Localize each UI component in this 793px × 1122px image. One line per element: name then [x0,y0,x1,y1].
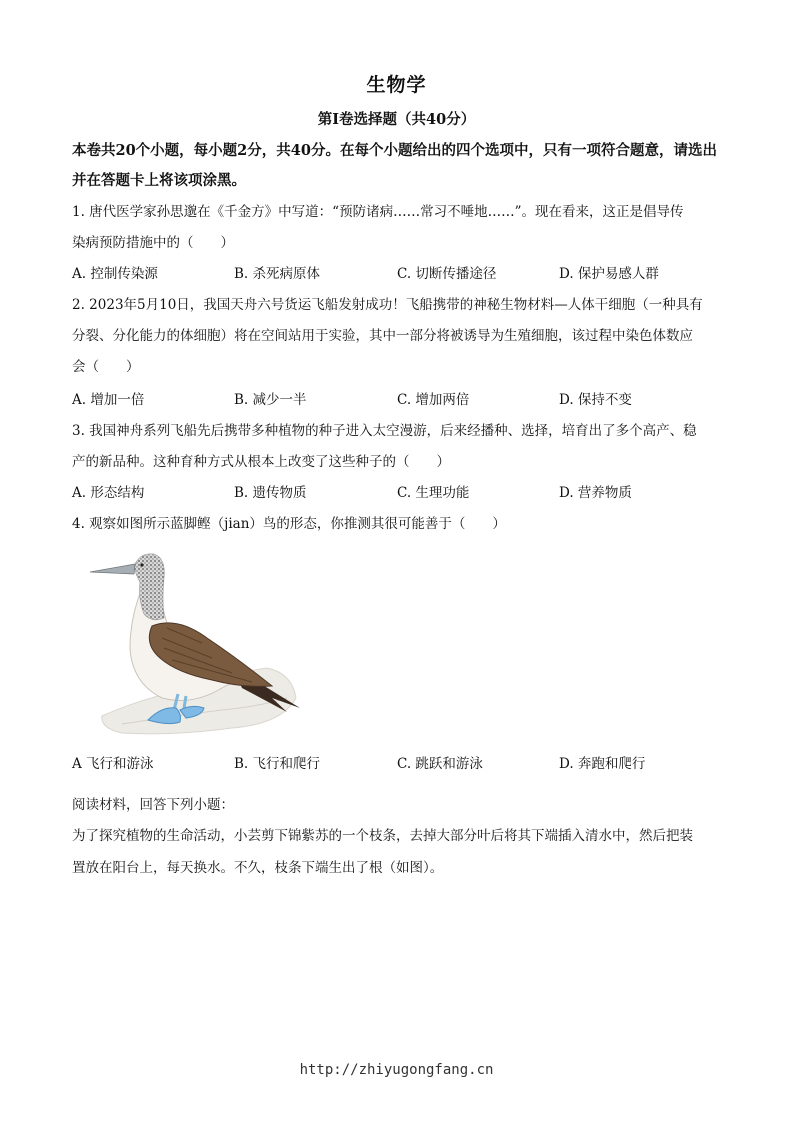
q2-option-d: D. 保持不变 [559,392,632,408]
q3-option-a: A. 形态结构 [72,485,145,501]
q4-option-d: D. 奔跑和爬行 [559,756,646,772]
reading-prompt: 阅读材料，回答下列小题： [72,797,234,813]
q3-option-c: C. 生理功能 [397,485,470,501]
q2-option-b: B. 减少一半 [234,392,307,408]
q1-option-d: D. 保护易感人群 [559,266,659,282]
q2-option-a: A. 增加一倍 [72,392,145,408]
reading-line1: 为了探究植物的生命活动，小芸剪下锦紫苏的一个枝条，去掉大部分叶后将其下端插入清水中，然后把装 [72,828,693,844]
q4-option-b: B. 飞行和爬行 [234,756,321,772]
q2-stem-line3: 会（ ） [72,359,140,375]
q2-option-c: C. 增加两倍 [397,392,470,408]
q1-option-c: C. 切断传播途径 [397,266,497,282]
section-heading: 第I卷选择题（共40分） [317,111,476,128]
q1-stem-line2: 染病预防措施中的（ ） [72,235,234,251]
footer-url[interactable]: http://zhiyugongfang.cn [299,1062,494,1078]
q3-option-b: B. 遗传物质 [234,485,307,501]
q4-stem-line1: 4. 观察如图所示蓝脚鲣（jian）鸟的形态，你推测其很可能善于（ ） [72,516,506,532]
q2-stem-line2: 分裂、分化能力的体细胞）将在空间站用于实验，其中一部分将被诱导为生殖细胞，该过程中染色体数应 [72,328,693,344]
page-title: 生物学 [366,74,427,96]
q4-option-a: A 飞行和游泳 [72,756,154,772]
q1-option-a: A. 控制传染源 [72,266,158,282]
q2-stem-line1: 2. 2023年5月10日，我国天舟六号货运飞船发射成功！飞船携带的神秘生物材料—人体干细胞（一种具有 [72,297,703,313]
q1-option-b: B. 杀死病原体 [234,266,321,282]
blue-footed-booby-image [82,548,304,738]
reading-line2: 置放在阳台上，每天换水。不久，枝条下端生出了根（如图）。 [72,860,444,876]
q3-stem-line2: 产的新品种。这种育种方式从根本上改变了这些种子的（ ） [72,454,450,470]
q4-option-c: C. 跳跃和游泳 [397,756,483,772]
q1-stem-line1: 1. 唐代医学家孙思邈在《千金方》中写道：“预防诸病……常习不唾地……”。现在看来，这正是倡导传 [72,204,684,220]
q3-option-d: D. 营养物质 [559,485,632,501]
instructions: 本卷共20个小题，每小题2分，共40分。在每个小题给出的四个选项中，只有一项符合题意，请选出并在答题卡上将该项涂黑。 [72,142,717,189]
q3-stem-line1: 3. 我国神舟系列飞船先后携带多种植物的种子进入太空漫游，后来经播种、选择，培育出了多个高产、稳 [72,423,697,439]
